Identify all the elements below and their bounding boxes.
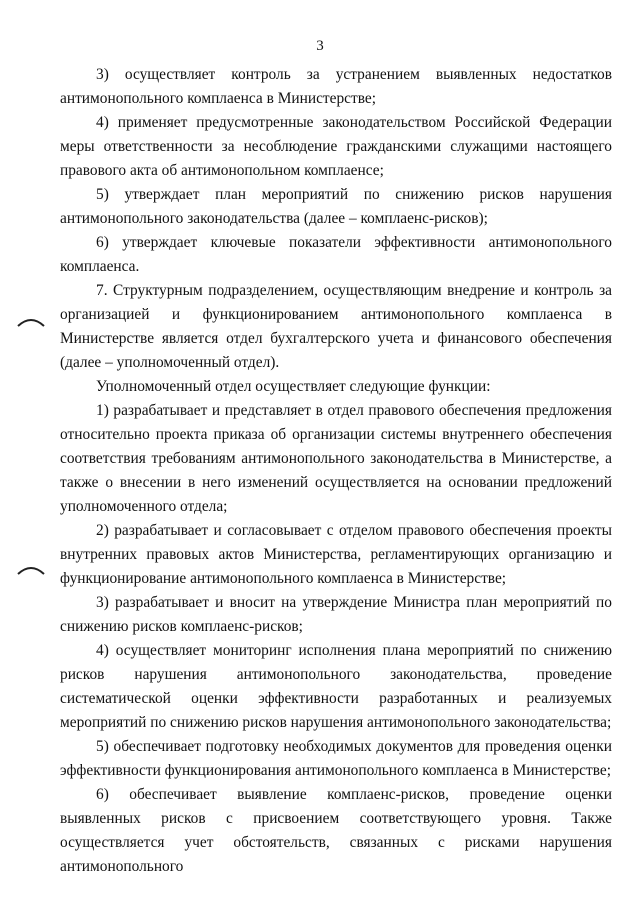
margin-hole-mark-bottom: [16, 562, 46, 576]
paragraph-functions-intro: Уполномоченный отдел осуществляет следующие функции:: [96, 378, 491, 395]
paragraph-item-3: 3) осуществляет контроль за устранением выявленных недостатков антимонопольного комплаенса в Министерстве;: [60, 66, 612, 107]
paragraph-function-1: 1) разрабатывает и представляет в отдел правового обеспечения предложения относительно проекта приказа об организации системы внутреннего обеспечения соответствия требованиям антимонопольного законодательства в Министерстве, а также о внесении в него изменений осуществляется на основании предложений уполномоченного отдела;: [60, 402, 612, 515]
paragraph-item-6: 6) утверждает ключевые показатели эффективности антимонопольного комплаенса.: [60, 234, 612, 275]
paragraph-function-4: 4) осуществляет мониторинг исполнения плана мероприятий по снижению рисков нарушения антимонопольного законодательства, проведение систематической оценки эффективности разработанных и реализуемых мероприятий по снижению рисков нарушения антимонопольного законодательства;: [60, 642, 612, 731]
paragraph-section-7: 7. Структурным подразделением, осуществляющим внедрение и контроль за организацией и функционированием антимонопольного комплаенса в Министерстве является отдел бухгалтерского учета и финансового обеспечения (далее – уполномоченный отдел).: [60, 282, 612, 371]
paragraph-function-6: 6) обеспечивает выявление комплаенс-рисков, проведение оценки выявленных рисков с присвоением соответствующего уровня. Также осуществляется учет обстоятельств, связанных с рисками нарушения антимонопольного: [60, 786, 612, 875]
paragraph-function-5: 5) обеспечивает подготовку необходимых документов для проведения оценки эффективности функционирования антимонопольного комплаенса в Министерстве;: [60, 738, 612, 779]
paragraph-item-4: 4) применяет предусмотренные законодательством Российской Федерации меры ответственности за несоблюдение гражданскими служащими настоящего правового акта об антимонопольном комплаенсе;: [60, 114, 612, 179]
paragraph-function-2: 2) разрабатывает и согласовывает с отделом правового обеспечения проекты внутренних правовых актов Министерства, регламентирующих организацию и функционирование антимонопольного комплаенса в Министерстве;: [60, 522, 612, 587]
paragraph-item-5: 5) утверждает план мероприятий по снижению рисков нарушения антимонопольного законодательства (далее – комплаенс-рисков);: [60, 186, 612, 227]
margin-hole-mark-top: [16, 314, 46, 328]
paragraph-function-3: 3) разрабатывает и вносит на утверждение Министра план мероприятий по снижению рисков комплаенс-рисков;: [60, 594, 612, 635]
page-number: 3: [316, 38, 324, 54]
document-body: [60, 63, 612, 879]
